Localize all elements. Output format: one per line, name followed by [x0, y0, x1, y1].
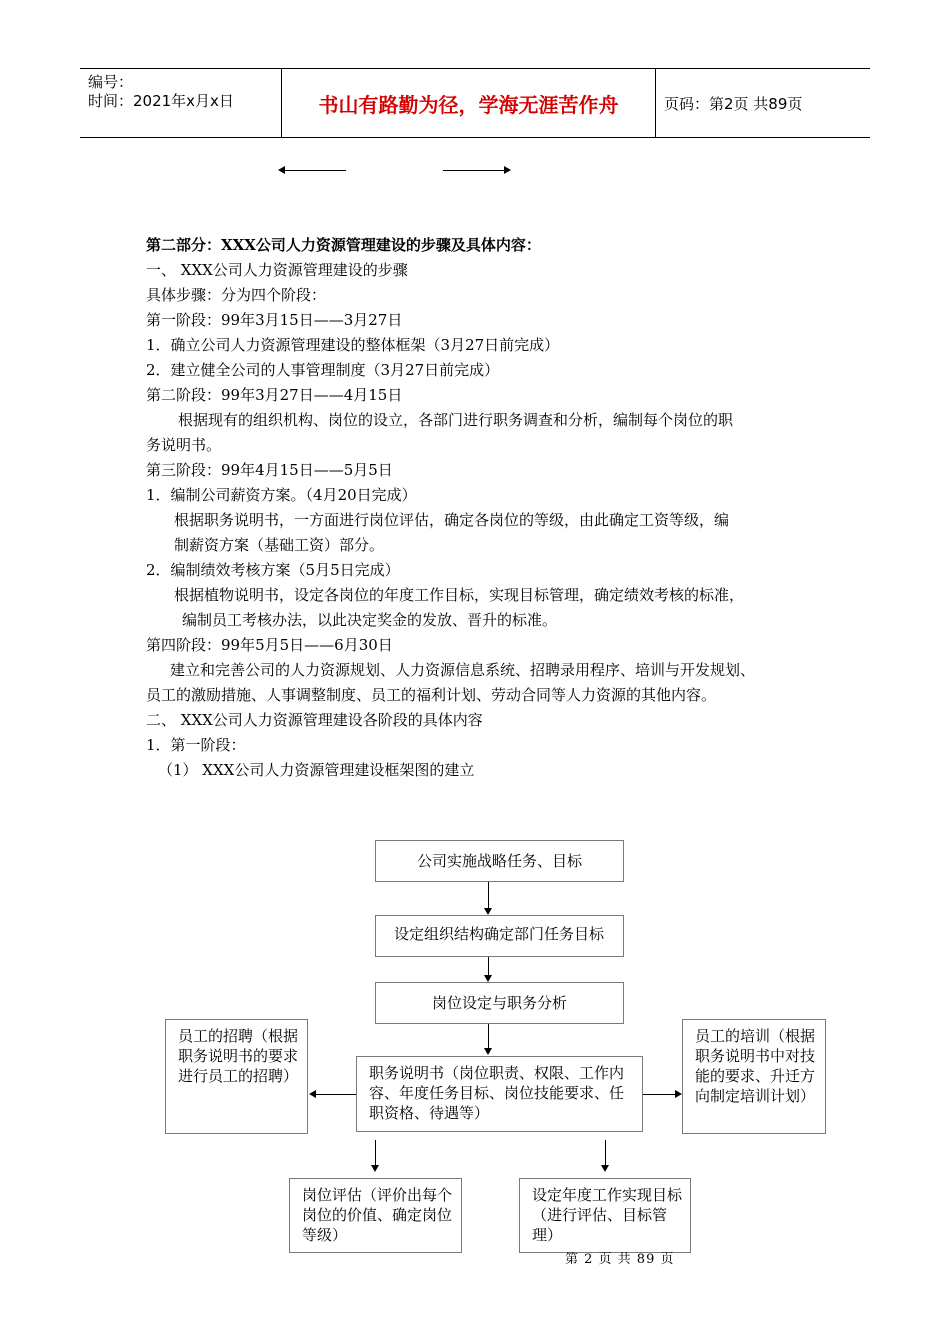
flow-box-label: 设定年度工作实现目标（进行评估、目标管理） [532, 1186, 683, 1244]
page-footer: 第 2 页 共 89 页 [565, 1252, 675, 1267]
text-line: 编制员工考核办法，以此决定奖金的发放、晋升的标准。 [182, 611, 558, 629]
flow-box-position-analysis [375, 982, 624, 1024]
flow-box-label: 岗位评估（评价出每个岗位的价值、确定岗位等级） [302, 1186, 453, 1244]
arrow-right-icon [675, 1090, 682, 1098]
text-line: （1） XXX公司人力资源管理建设框架图的建立 [158, 761, 475, 779]
flow-box-position-evaluation [289, 1178, 462, 1253]
connector-line [488, 957, 489, 976]
arrow-down-icon [484, 975, 492, 982]
document-number-label: 编号： [88, 73, 134, 91]
flow-box-label: 岗位设定与职务分析 [431, 994, 567, 1012]
flow-box-label: 员工的培训（根据职务说明书中对技能的要求、升迁方向制定培训计划） [695, 1027, 816, 1105]
connector-line [605, 1140, 606, 1165]
header-motto: 书山有路勤为径，学海无涯苦作舟 [282, 69, 656, 137]
flow-box-label: 公司实施战略任务、目标 [416, 852, 582, 870]
text-line: 员工的激励措施、人事调整制度、员工的福利计划、劳动合同等人力资源的其他内容。 [146, 686, 717, 704]
arrow-down-icon [484, 1048, 492, 1055]
document-header [80, 68, 870, 138]
connector-line [488, 1024, 489, 1049]
text-line: 建立和完善公司的人力资源规划、人力资源信息系统、招聘录用程序、培训与开发规划、 [170, 661, 756, 679]
flow-box-label: 设定组织结构确定部门任务目标 [393, 925, 604, 943]
header-page-number: 页码：第2页 共89页 [664, 94, 803, 113]
arrow-down-icon [601, 1165, 609, 1172]
section-heading: 第二部分：XXX公司人力资源管理建设的步骤及具体内容： [146, 236, 541, 254]
text-line: 二、 XXX公司人力资源管理建设各阶段的具体内容 [146, 711, 483, 729]
flow-box-recruitment [165, 1019, 308, 1134]
text-line: 1．编制公司薪资方案。（4月20日完成） [146, 486, 417, 504]
text-line: 务说明书。 [146, 436, 222, 454]
text-line: 第四阶段：99年5月5日——6月30日 [146, 636, 393, 654]
text-line: 根据现有的组织机构、岗位的设立，各部门进行职务调查和分析，编制每个岗位的职 [178, 411, 734, 429]
text-line: 根据植物说明书，设定各岗位的年度工作目标，实现目标管理，确定绩效考核的标准， [174, 586, 745, 604]
text-line: 2．编制绩效考核方案（5月5日完成） [146, 561, 400, 579]
connector-line [643, 1094, 675, 1095]
left-arrow-icon [280, 170, 346, 171]
flow-box-annual-goals [519, 1178, 691, 1253]
document-date: 时间：2021年x月x日 [88, 92, 234, 110]
arrow-left-icon [309, 1090, 316, 1098]
flow-box-label: 员工的招聘（根据职务说明书的要求进行员工的招聘） [178, 1027, 299, 1085]
flow-box-training [682, 1019, 826, 1134]
connector-line [316, 1094, 356, 1095]
flow-box-job-description [356, 1056, 643, 1132]
text-line: 一、 XXX公司人力资源管理建设的步骤 [146, 261, 408, 279]
text-line: 具体步骤：分为四个阶段： [146, 286, 327, 304]
right-arrow-icon [443, 170, 509, 171]
header-meta-cell [80, 69, 282, 137]
connector-line [375, 1140, 376, 1165]
flow-box-label: 职务说明书（岗位职责、权限、工作内容、年度任务目标、岗位技能要求、任职资格、待遇等） [369, 1064, 625, 1122]
flow-box-strategy [375, 840, 624, 882]
text-line: 制薪资方案（基础工资）部分。 [174, 536, 385, 554]
text-line: 第一阶段：99年3月15日——3月27日 [146, 311, 403, 329]
text-line: 第三阶段：99年4月15日——5月5日 [146, 461, 393, 479]
text-line: 第二阶段：99年3月27日——4月15日 [146, 386, 403, 404]
arrow-down-icon [371, 1165, 379, 1172]
text-line: 2．建立健全公司的人事管理制度（3月27日前完成） [146, 361, 500, 379]
text-line: 根据职务说明书，一方面进行岗位评估，确定各岗位的等级，由此确定工资等级，编 [174, 511, 730, 529]
arrow-down-icon [484, 908, 492, 915]
connector-line [488, 882, 489, 908]
text-line: 1．第一阶段： [146, 736, 246, 754]
text-line: 1．确立公司人力资源管理建设的整体框架（3月27日前完成） [146, 336, 560, 354]
flow-box-org-structure [375, 915, 624, 957]
